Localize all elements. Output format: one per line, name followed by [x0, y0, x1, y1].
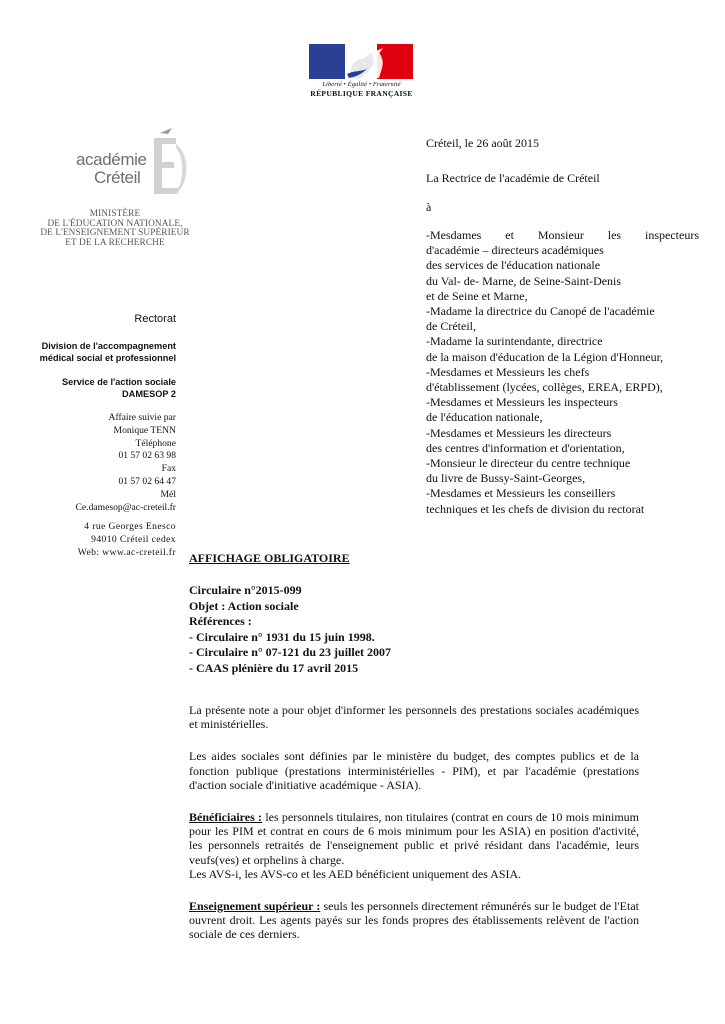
letter-date: Créteil, le 26 août 2015: [426, 136, 539, 150]
division-name: [40, 340, 176, 364]
phone-number: 01 57 02 63 98: [118, 450, 176, 462]
references-heading: Références :: [189, 614, 252, 628]
recipient-line: du Val- de- Marne, de Seine-Saint-Denis: [426, 273, 622, 288]
address-line: 94010 Créteil cedex: [91, 534, 176, 545]
service-name: [62, 376, 176, 400]
recipient-line: de la maison d'éducation de la Légion d'Honneur,: [426, 349, 664, 364]
subject-line: Objet : Action sociale: [189, 598, 299, 613]
paragraph-text: les personnels titulaires, non titulaires (contrat en cours de 10 mois minimum pour les PIM et contrat en cours de 6 mois minimum pour les ASIA) en position d'activité, les personnels retraités de l'enseignement public et privé résidant dans l'académie, leurs veufs(ves) et orphelins à charge.: [189, 810, 640, 867]
reference-item: - Circulaire n° 1931 du 15 juin 1998.: [189, 629, 375, 644]
marianne-flag-icon: [309, 44, 413, 79]
to-marker: à: [426, 200, 432, 214]
beneficiaires-paragraph: [189, 810, 639, 881]
paragraph-label: Enseignement supérieur :: [189, 899, 321, 914]
enseignement-superieur-paragraph: [189, 899, 639, 942]
academie-name-line2: Créteil: [94, 168, 141, 187]
paragraph-text: Les AVS-i, les AVS-co et les AED bénéficient uniquement des ASIA.: [189, 866, 522, 881]
reference-item: - CAAS plénière du 17 avril 2015: [189, 660, 359, 675]
main-content: [189, 551, 639, 960]
recipient-line: techniques et les chefs de division du rectorat: [426, 501, 645, 516]
recipient-line: du livre de Bussy-Saint-Georges,: [426, 471, 586, 486]
address-block: [78, 520, 176, 559]
contact-line: Fax: [161, 463, 176, 475]
motto-text: Liberté • Égalité • Fraternité: [322, 81, 401, 88]
contact-line: Téléphone: [135, 437, 176, 449]
address-line: 4 rue Georges Enesco: [84, 521, 176, 532]
rectorat-label: Rectorat: [134, 313, 176, 325]
circular-number: Circulaire n°2015-099: [189, 583, 302, 597]
ministry-line: ET DE LA RECHERCHE: [65, 237, 165, 248]
service-line: DAMESOP 2: [122, 389, 176, 399]
recipient-line: de l'éducation nationale,: [426, 410, 543, 425]
contact-name: Monique TENN: [113, 424, 176, 436]
recipient-line: -Monsieur le directeur du centre technique: [426, 456, 631, 471]
contact-block: [76, 412, 176, 514]
references-block: [189, 583, 639, 676]
republique-francaise-logo: [309, 44, 414, 98]
contact-line: Mél: [160, 488, 176, 500]
body-text: [189, 703, 639, 942]
recipient-line: -Mesdames et Messieurs les inspecteurs: [426, 395, 618, 410]
reference-item: - Circulaire n° 07-121 du 23 juillet 2007: [189, 645, 392, 659]
paragraph-label: Bénéficiaires :: [189, 810, 263, 825]
recipients-list: [426, 228, 699, 517]
republique-francaise-text: RÉPUBLIQUE FRANÇAISE: [310, 89, 413, 98]
fax-number: 01 57 02 64 47: [118, 475, 176, 487]
ministry-line: DE L'ÉDUCATION NATIONALE,: [47, 218, 183, 229]
paragraph-text: seuls les personnels directement rémunérés sur le budget de l'Etat ouvrent droit. Les agents payés sur les fonds propres des établissements relèvent de l'action sociale de ces derniers.: [189, 899, 639, 942]
division-line: médical social et professionnel: [39, 353, 176, 363]
recipient-line: des centres d'information et d'orientation,: [426, 440, 625, 455]
website-link[interactable]: Web: www.ac-creteil.fr: [77, 547, 176, 558]
recipient-line: -Madame la surintendante, directrice: [426, 334, 603, 349]
recipient-line: -Madame la directrice du Canopé de l'académie: [426, 304, 655, 319]
ministry-name: [40, 210, 190, 248]
paragraph: Les aides sociales sont définies par le ministère du budget, des comptes publics et de la fonction publique (prestations interministérielles - PIM), et par l'académie (prestations d'action sociale d'initiative académique - ASIA).: [189, 749, 639, 792]
recipient-line: des services de l'éducation nationale: [426, 258, 601, 273]
recipient-line: de Créteil,: [426, 319, 476, 334]
recipient-line: -Mesdames et Messieurs les conseillers: [426, 486, 616, 501]
recipient-line: et de Seine et Marne,: [426, 288, 528, 303]
recipient-line: d'établissement (lycées, collèges, EREA, ERPD),: [426, 380, 663, 395]
recipient-line: -Mesdames et Monsieur les inspecteurs: [426, 228, 699, 242]
letter-sender: La Rectrice de l'académie de Créteil: [426, 171, 600, 185]
recipient-line: -Mesdames et Messieurs les directeurs: [426, 425, 612, 440]
service-line: Service de l'action sociale: [61, 377, 176, 387]
email-link[interactable]: Ce.damesop@ac-creteil.fr: [75, 501, 176, 513]
recipient-line: -Mesdames et Messieurs les chefs: [426, 364, 590, 379]
paragraph: La présente note a pour objet d'informer les personnels des prestations sociales académiques et ministérielles.: [189, 703, 639, 732]
recipient-line: d'académie – directeurs académiques: [426, 243, 604, 258]
contact-line: Affaire suivie par: [108, 412, 176, 423]
ministry-line: DE L'ENSEIGNEMENT SUPÉRIEUR: [40, 228, 190, 239]
ministry-line: MINISTÈRE: [89, 209, 141, 219]
division-line: Division de l'accompagnement: [41, 341, 176, 351]
page-title: AFFICHAGE OBLIGATOIRE: [189, 551, 350, 565]
academie-name-line1: académie: [76, 150, 147, 169]
